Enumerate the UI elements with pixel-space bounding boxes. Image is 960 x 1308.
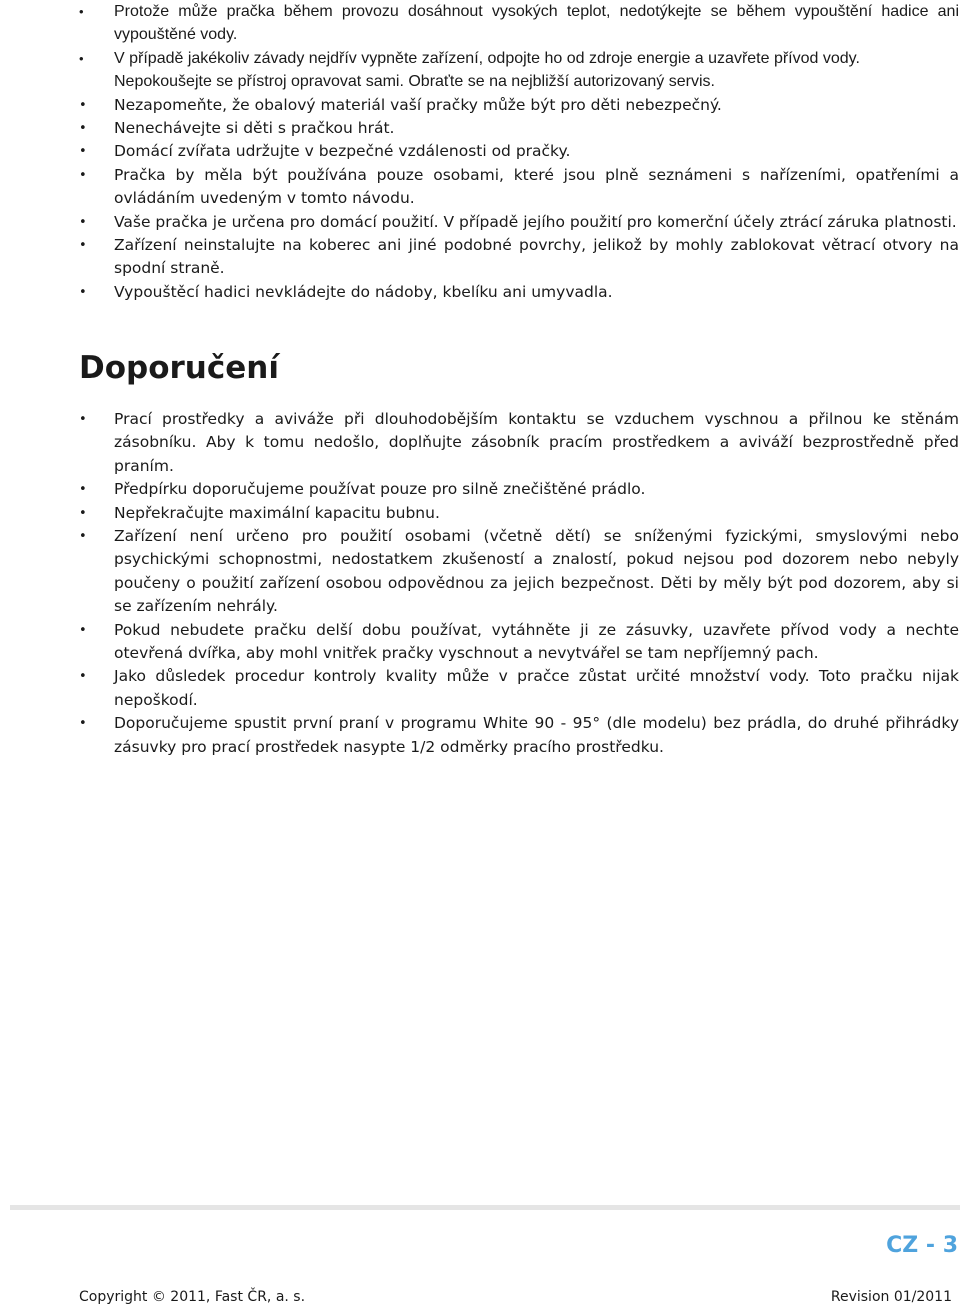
list-item-text: Vaše pračka je určena pro domácí použití. V případě jejího použití pro komerční účely ztrácí záruka platnosti. — [114, 212, 957, 231]
list-item-text: Jako důsledek procedur kontroly kvality může v pračce zůstat určité množství vody. Toto pračku nijak nepoškodí. — [114, 667, 959, 709]
bullet: • — [79, 97, 87, 113]
list-item — [79, 117, 959, 140]
list-item-text: Doporučujeme spustit první praní v programu White 90 - 95° (dle modelu) bez prádla, do druhé přihrádky zásuvky pro prací prostředek nasypte 1/2 odměrky pracího prostředku. — [114, 714, 959, 756]
bullet: • — [79, 529, 87, 545]
bullet: • — [79, 167, 87, 183]
list-item — [79, 281, 959, 304]
list-item — [79, 665, 959, 712]
list-item — [79, 478, 959, 501]
list-item-text: Nepokoušejte se přístroj opravovat sami. Obraťte se na nejbližší autorizovaný servis. — [114, 73, 715, 91]
page-number: CZ - 3 — [886, 1233, 958, 1258]
bullet: • — [79, 121, 87, 137]
bullet: • — [79, 50, 84, 66]
list-item-text: Domácí zvířata udržujte v bezpečné vzdálenosti od pračky. — [114, 142, 571, 161]
bullet: • — [79, 622, 87, 638]
list-item — [79, 94, 959, 117]
list-item-text: Předpírku doporučujeme používat pouze pro silně znečištěné prádlo. — [114, 480, 646, 499]
bullet: • — [79, 238, 87, 254]
list-item — [79, 140, 959, 163]
list-item — [79, 47, 959, 70]
list-item — [79, 0, 959, 47]
bullet: • — [79, 284, 87, 300]
list-item-text: Prací prostředky a aviváže při dlouhodobějším kontaktu se vzduchem vyschnou a přilnou ke stěnám zásobníku. Aby k tomu nedošlo, doplňujte zásobník pracím prostředkem a aviváží bezprostředně před praním. — [114, 410, 959, 475]
list-item-text: Protože může pračka během provozu dosáhnout vysokých teplot, nedotýkejte se během vypouštění hadice ani vypouštěné vody. — [114, 3, 959, 44]
bullet: • — [79, 716, 87, 732]
list-item — [79, 712, 959, 759]
list-item-text: Zařízení neinstalujte na koberec ani jiné podobné povrchy, jelikož by mohly zablokovat větrací otvory na spodní straně. — [114, 236, 959, 278]
list-item-text: Nepřekračujte maximální kapacitu bubnu. — [114, 503, 440, 522]
list-item-text: Zařízení není určeno pro použití osobami (včetně dětí) se sníženými fyzickými, smyslovými nebo psychickými schopnostmi, nedostatkem zkušeností a znalostí, pokud nejsou pod dozorem nebo nebyly poučeny o použití zařízení osobou odpovědnou za jejich bezpečnost. Děti by měly být pod dozorem, aby si se zařízením nehrály. — [114, 527, 959, 616]
footer-divider — [10, 1205, 960, 1210]
bullet: • — [79, 505, 87, 521]
bullet: • — [79, 482, 87, 498]
list-item-text: Pokud nebudete pračku delší dobu používat, vytáhněte ji ze zásuvky, uzavřete přívod vody a nechte otevřená dvířka, aby mohl vnitřek pračky vyschnout a nevytvářel se tam nepříjemný pach. — [114, 620, 959, 663]
list-item-text: V případě jakékoliv závady nejdřív vypněte zařízení, odpojte ho od zdroje energie a uzavřete přívod vody. — [114, 49, 860, 67]
bullet: • — [79, 214, 87, 230]
bullet: • — [79, 412, 87, 427]
list-item — [79, 525, 959, 619]
bullet: • — [79, 669, 87, 685]
revision-text: Revision 01/2011 — [830, 1289, 952, 1305]
list-item — [79, 211, 959, 234]
list-item-text: Pračka by měla být používána pouze osobami, které jsou plně seznámeni s nařízeními, opatřeními a ovládáním uvedeným v tomto návodu. — [114, 165, 959, 208]
list-item — [79, 502, 959, 525]
list-item — [79, 234, 959, 281]
list-item-text: Nezapomeňte, že obalový materiál vaší pračky může být pro děti nebezpečný. — [114, 95, 722, 114]
bullet: • — [79, 4, 84, 19]
copyright-text: Copyright © 2011, Fast ČR, a. s. — [79, 1289, 306, 1305]
bullet: • — [79, 144, 87, 160]
list-item — [79, 70, 959, 93]
list-item — [79, 408, 959, 478]
section-heading: Doporučení — [79, 350, 279, 386]
list-item-text: Nenechávejte si děti s pračkou hrát. — [114, 119, 395, 138]
safety-instructions-list — [79, 0, 959, 304]
recommendations-list — [79, 408, 959, 759]
list-item-text: Vypouštěcí hadici nevkládejte do nádoby, kbelíku ani umyvadla. — [114, 282, 613, 301]
list-item — [79, 164, 959, 211]
list-item — [79, 619, 959, 666]
